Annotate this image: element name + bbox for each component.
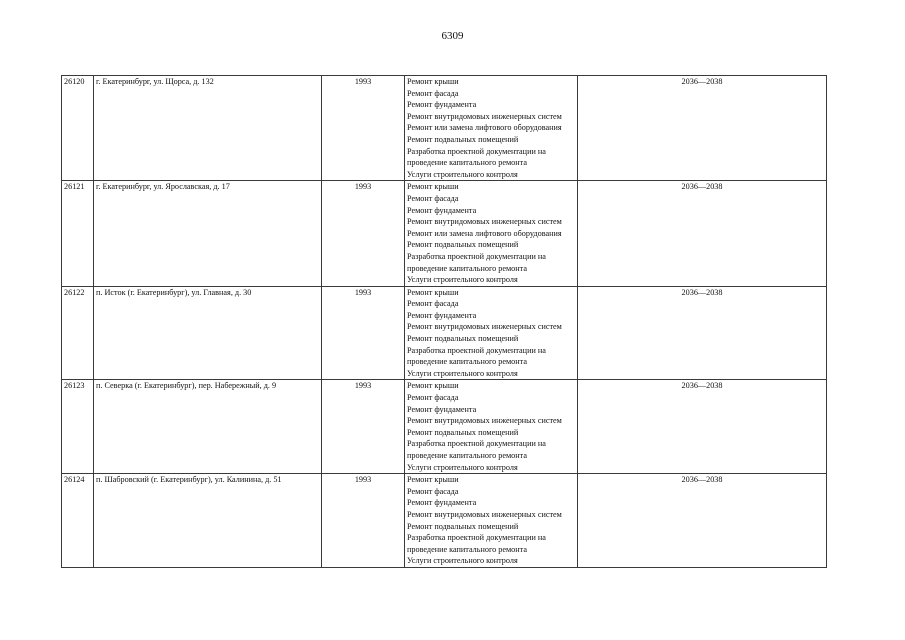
work-item: Ремонт фундамента	[407, 100, 477, 110]
row-works	[405, 76, 578, 181]
work-item: Ремонт фасада	[407, 393, 459, 403]
table-row	[62, 380, 827, 474]
work-item: Разработка проектной документации на	[407, 439, 546, 449]
work-item: проведение капитального ремонта	[407, 544, 527, 554]
work-item: Разработка проектной документации на	[407, 345, 546, 355]
row-address: г. Екатеринбург, ул. Щорса, д. 132	[94, 76, 322, 181]
row-id: 26122	[62, 286, 94, 380]
work-item: Ремонт фундамента	[407, 498, 477, 508]
page-number: 6309	[441, 30, 464, 42]
work-item: Услуги строительного контроля	[407, 556, 518, 566]
row-period: 2036—2038	[578, 76, 827, 181]
row-id: 26121	[62, 181, 94, 286]
work-item: Ремонт подвальных помещений	[407, 334, 519, 344]
row-works	[405, 286, 578, 380]
work-item: Ремонт крыши	[407, 475, 459, 485]
row-period: 2036—2038	[578, 380, 827, 474]
row-year: 1993	[322, 76, 405, 181]
row-address: г. Екатеринбург, ул. Ярославская, д. 17	[94, 181, 322, 286]
work-item: проведение капитального ремонта	[407, 158, 527, 168]
row-id: 26120	[62, 76, 94, 181]
work-item: Разработка проектной документации на	[407, 251, 546, 261]
work-item: проведение капитального ремонта	[407, 451, 527, 460]
work-item: Ремонт или замена лифтового оборудования	[407, 228, 562, 238]
work-item: Ремонт крыши	[407, 287, 459, 297]
row-year: 1993	[322, 181, 405, 286]
work-item: Ремонт фасада	[407, 193, 459, 203]
row-address: п. Шабровский (г. Екатеринбург), ул. Калинина, д. 51	[94, 474, 322, 568]
work-item: Ремонт внутридомовых инженерных систем	[407, 509, 562, 519]
work-item: Ремонт подвальных помещений	[407, 134, 519, 144]
row-period: 2036—2038	[578, 181, 827, 286]
work-item: Ремонт внутридомовых инженерных систем	[407, 111, 562, 121]
row-period: 2036—2038	[578, 474, 827, 568]
work-item: Ремонт крыши	[407, 77, 459, 86]
work-item: Ремонт внутридомовых инженерных систем	[407, 416, 562, 426]
work-item: Ремонт подвальных помещений	[407, 521, 519, 531]
work-item: Разработка проектной документации на	[407, 146, 546, 156]
row-address: п. Северка (г. Екатеринбург), пер. Набережный, д. 9	[94, 380, 322, 474]
work-item: Услуги строительного контроля	[407, 462, 518, 472]
table-body	[62, 76, 827, 568]
row-works	[405, 474, 578, 568]
work-item: Услуги строительного контроля	[407, 275, 518, 285]
row-period: 2036—2038	[578, 286, 827, 380]
work-item: Ремонт внутридомовых инженерных систем	[407, 322, 562, 332]
work-item: Ремонт фасада	[407, 486, 459, 496]
table-row	[62, 181, 827, 286]
work-item: проведение капитального ремонта	[407, 263, 527, 273]
row-year: 1993	[322, 380, 405, 474]
work-item: Ремонт фундамента	[407, 404, 477, 414]
row-address: п. Исток (г. Екатеринбург), ул. Главная, д. 30	[94, 286, 322, 380]
work-item: Разработка проектной документации на	[407, 533, 546, 543]
table-row	[62, 474, 827, 568]
row-id: 26124	[62, 474, 94, 568]
work-item: Ремонт подвальных помещений	[407, 240, 519, 250]
work-item: Ремонт фасада	[407, 299, 459, 309]
table-row	[62, 76, 827, 181]
work-item: Ремонт внутридомовых инженерных систем	[407, 217, 562, 227]
work-item: Ремонт крыши	[407, 381, 459, 391]
work-item: Ремонт фасада	[407, 88, 459, 98]
work-item: Услуги строительного контроля	[407, 169, 518, 179]
row-works	[405, 181, 578, 286]
work-item: проведение капитального ремонта	[407, 357, 527, 367]
work-item: Ремонт или замена лифтового оборудования	[407, 123, 562, 133]
work-item: Ремонт фундамента	[407, 310, 477, 320]
work-item: Ремонт подвальных помещений	[407, 427, 519, 437]
row-year: 1993	[322, 474, 405, 568]
capital-repair-table	[61, 75, 827, 568]
row-year: 1993	[322, 286, 405, 380]
work-item: Услуги строительного контроля	[407, 368, 518, 378]
row-id: 26123	[62, 380, 94, 474]
work-item: Ремонт крыши	[407, 182, 459, 192]
table-row	[62, 286, 827, 380]
row-works	[405, 380, 578, 474]
work-item: Ремонт фундамента	[407, 205, 477, 215]
